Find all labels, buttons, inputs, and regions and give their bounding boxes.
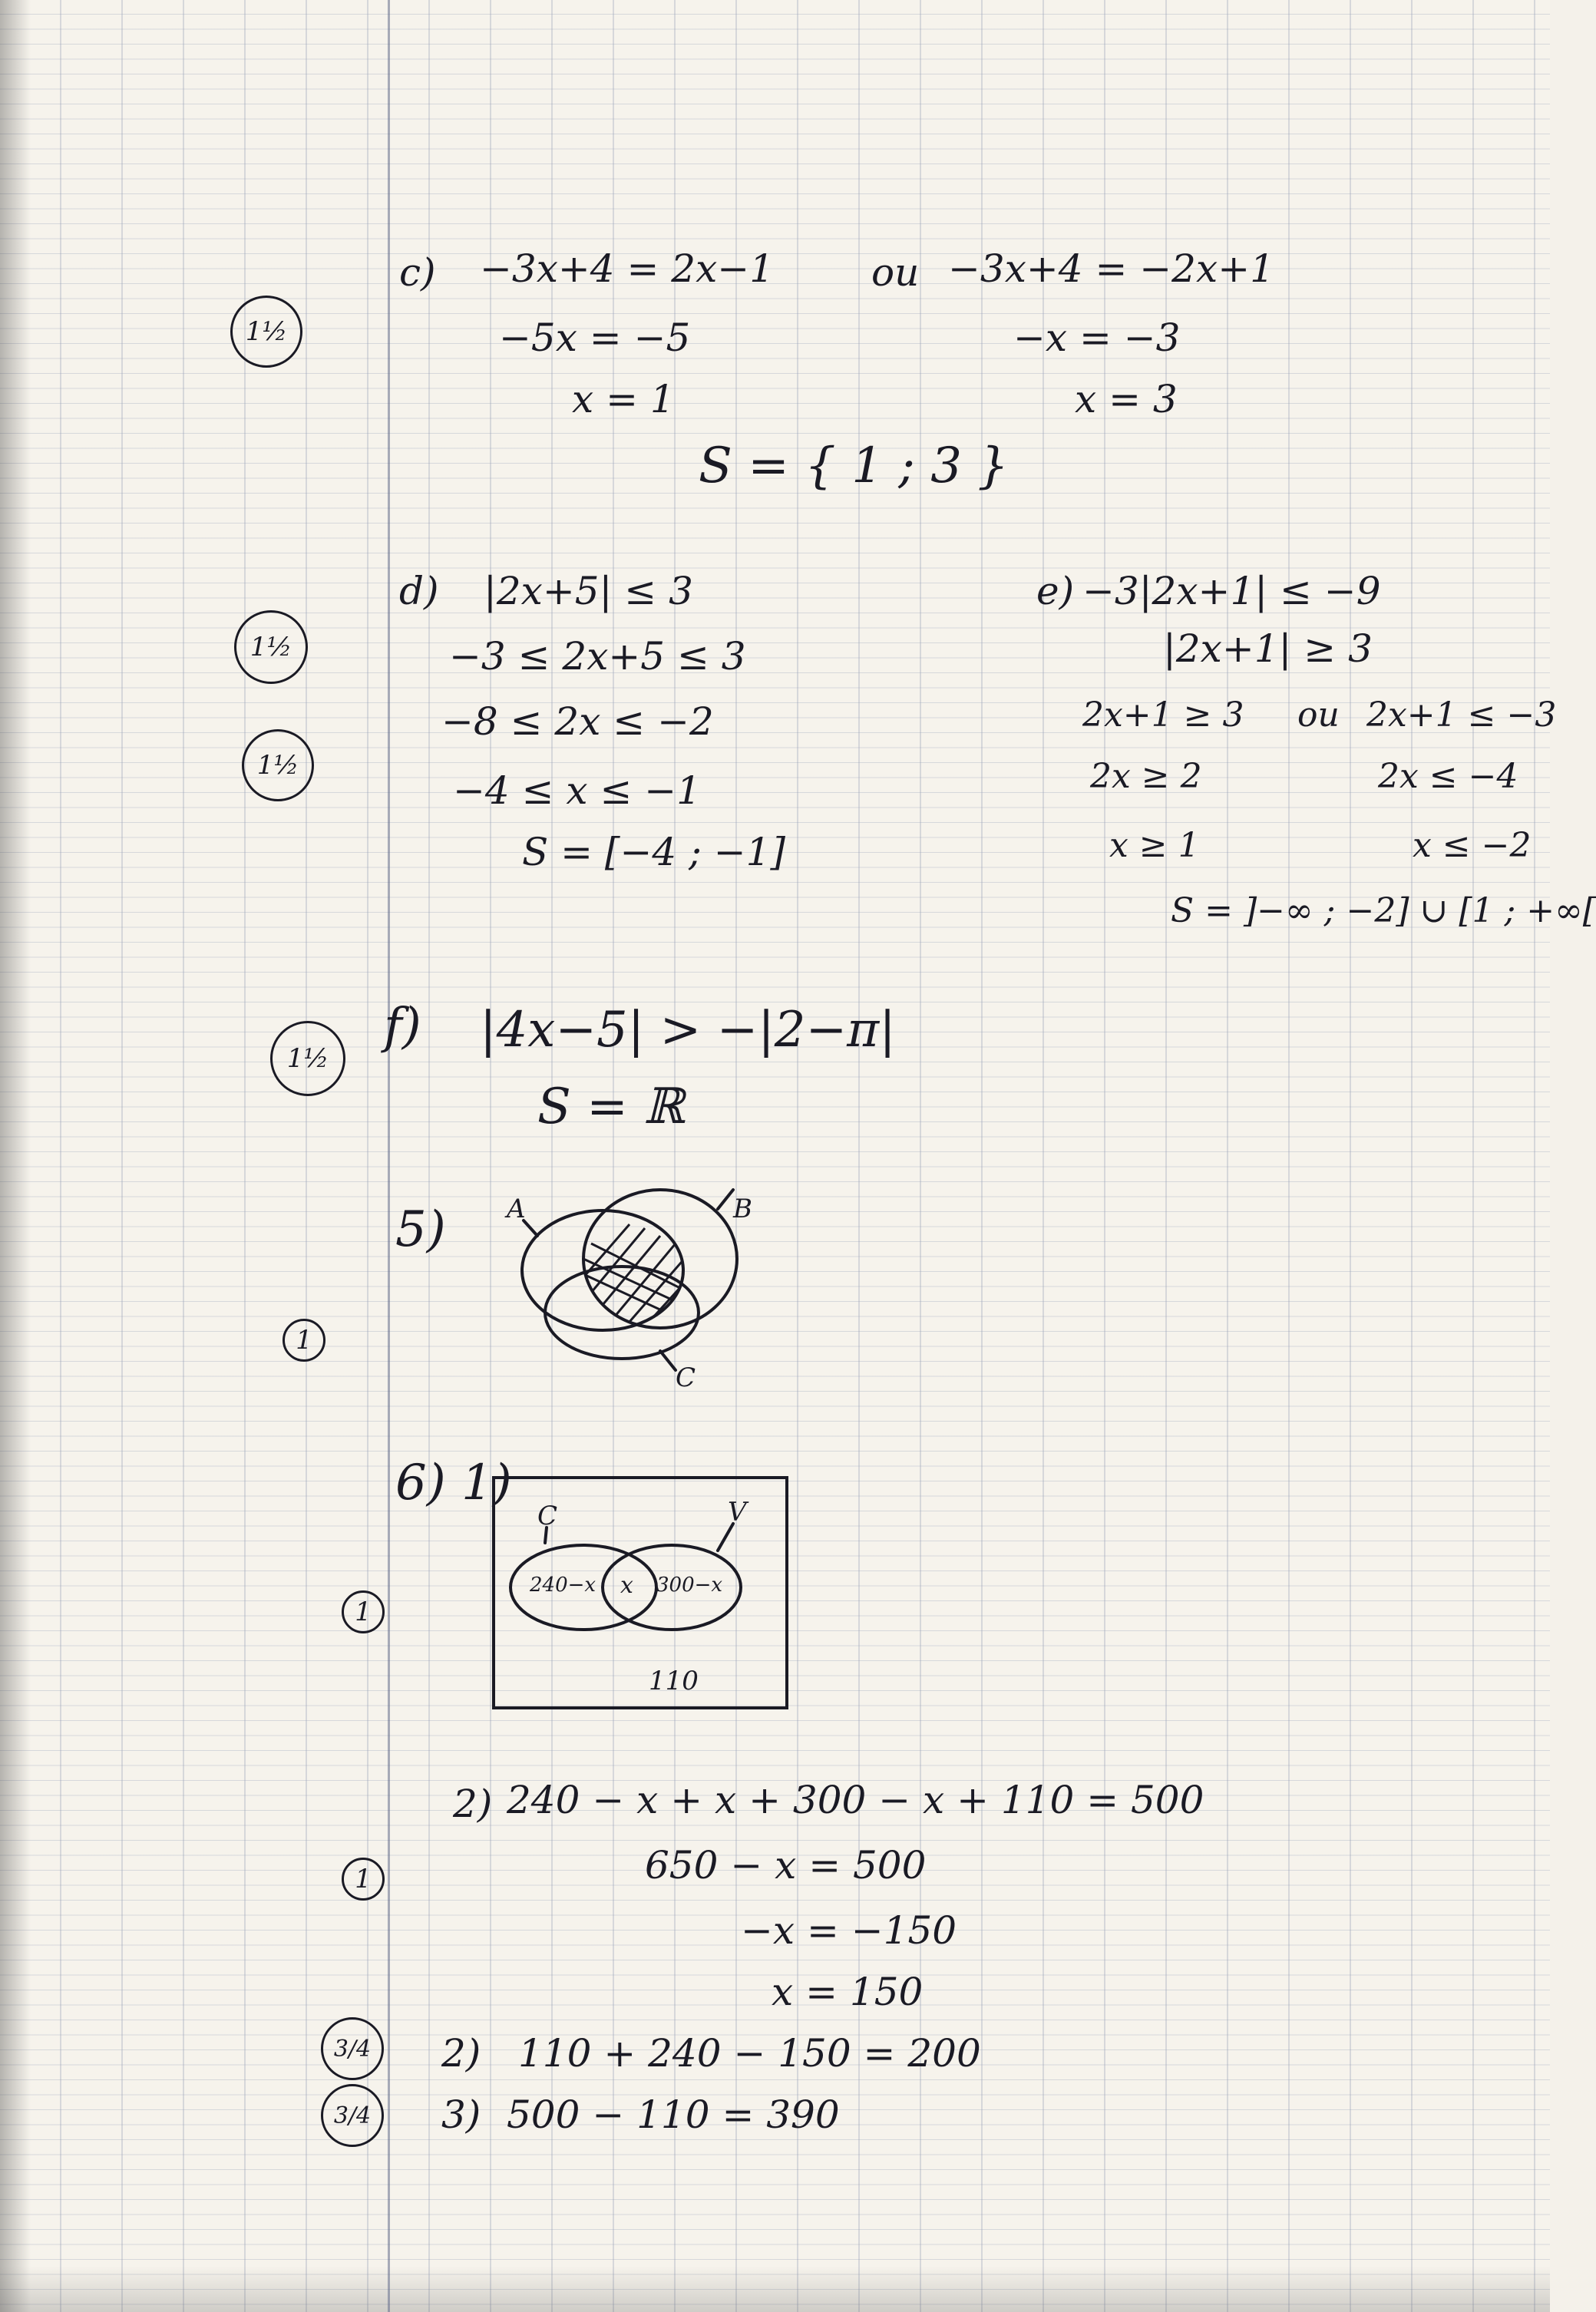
part-f-solution: S = ℝ bbox=[537, 1078, 685, 1135]
q5-set-a-label: A bbox=[507, 1194, 526, 1224]
part-e-line1: −3|2x+1| ≤ −9 bbox=[1082, 569, 1381, 613]
q6-2b-line: 110 + 240 − 150 = 200 bbox=[518, 2031, 981, 2076]
part-e-label: e) bbox=[1036, 569, 1075, 613]
part-f-line1: |4x−5| > −|2−π| bbox=[480, 1002, 896, 1059]
part-c-solution: S = { 1 ; 3 } bbox=[699, 438, 1009, 494]
part-c-label: c) bbox=[399, 250, 436, 295]
q6-3-line: 500 − 110 = 390 bbox=[507, 2092, 840, 2137]
grade-q6-1: 1 bbox=[342, 1590, 385, 1633]
part-e-line3-left: 2x+1 ≥ 3 bbox=[1082, 695, 1244, 735]
q6-2-line4: x = 150 bbox=[772, 1970, 924, 2014]
grade-f: 1½ bbox=[270, 1021, 345, 1096]
part-d-line4: −4 ≤ x ≤ −1 bbox=[453, 768, 701, 813]
part-d-line3: −8 ≤ 2x ≤ −2 bbox=[441, 699, 714, 744]
part-f-label: f) bbox=[384, 998, 421, 1055]
q6-2-line1: 240 − x + x + 300 − x + 110 = 500 bbox=[507, 1778, 1204, 1822]
q6-set-c-label: C bbox=[537, 1501, 558, 1531]
q6-2-line3: −x = −150 bbox=[741, 1908, 957, 1953]
part-e-solution: S = ]−∞ ; −2] ∪ [1 ; +∞[ bbox=[1171, 891, 1596, 930]
part-e-line2: |2x+1| ≥ 3 bbox=[1163, 626, 1373, 671]
q6-region-x: x bbox=[620, 1572, 633, 1599]
grade-d2: 1½ bbox=[242, 729, 314, 801]
q5-label: 5) bbox=[395, 1201, 446, 1258]
q5-set-c-label: C bbox=[676, 1362, 696, 1393]
grade-d1: 1½ bbox=[234, 610, 308, 684]
q5-set-b-label: B bbox=[733, 1194, 752, 1224]
part-c-or: ou bbox=[871, 250, 920, 295]
q6-v-pointer bbox=[718, 1524, 733, 1551]
part-c-line2-right: −x = −3 bbox=[1013, 315, 1181, 360]
part-d-solution: S = [−4 ; −1] bbox=[522, 830, 785, 874]
grade-q5: 1 bbox=[283, 1319, 325, 1362]
part-c-line2-left: −5x = −5 bbox=[499, 315, 691, 360]
q6-region-v: 300−x bbox=[656, 1574, 723, 1597]
part-e-line5-right: x ≤ −2 bbox=[1413, 826, 1532, 865]
part-c-line1-left: −3x+4 = 2x−1 bbox=[480, 246, 775, 291]
q6-2-label: 2) bbox=[453, 1782, 493, 1826]
part-e-or: ou bbox=[1297, 695, 1340, 735]
grade-q6-3: 3/4 bbox=[321, 2084, 384, 2147]
part-c-line1-right: −3x+4 = −2x+1 bbox=[948, 246, 1274, 291]
q6-2-line2: 650 − x = 500 bbox=[645, 1843, 927, 1888]
part-d-label: d) bbox=[399, 569, 439, 613]
part-c-line3-left: x = 1 bbox=[572, 377, 675, 421]
q6-3-label: 3) bbox=[441, 2092, 481, 2137]
part-e-line5-left: x ≥ 1 bbox=[1109, 826, 1200, 865]
part-e-line4-left: 2x ≥ 2 bbox=[1090, 757, 1202, 796]
part-e-line3-right: 2x+1 ≤ −3 bbox=[1366, 695, 1557, 735]
part-d-line2: −3 ≤ 2x+5 ≤ 3 bbox=[449, 634, 746, 679]
grade-q6-2: 1 bbox=[342, 1858, 385, 1901]
part-e-line4-right: 2x ≤ −4 bbox=[1378, 757, 1518, 796]
q6-region-c: 240−x bbox=[530, 1574, 596, 1597]
part-c-line3-right: x = 3 bbox=[1075, 377, 1178, 421]
q6-outside-count: 110 bbox=[649, 1666, 699, 1696]
part-d-line1: |2x+5| ≤ 3 bbox=[484, 569, 693, 613]
q6-label: 6) 1) bbox=[395, 1455, 512, 1511]
q6-2b-label: 2) bbox=[441, 2031, 481, 2076]
grade-c: 1½ bbox=[230, 296, 302, 368]
grade-q6-2b: 3/4 bbox=[321, 2017, 384, 2080]
q6-set-v-label: V bbox=[728, 1497, 747, 1528]
